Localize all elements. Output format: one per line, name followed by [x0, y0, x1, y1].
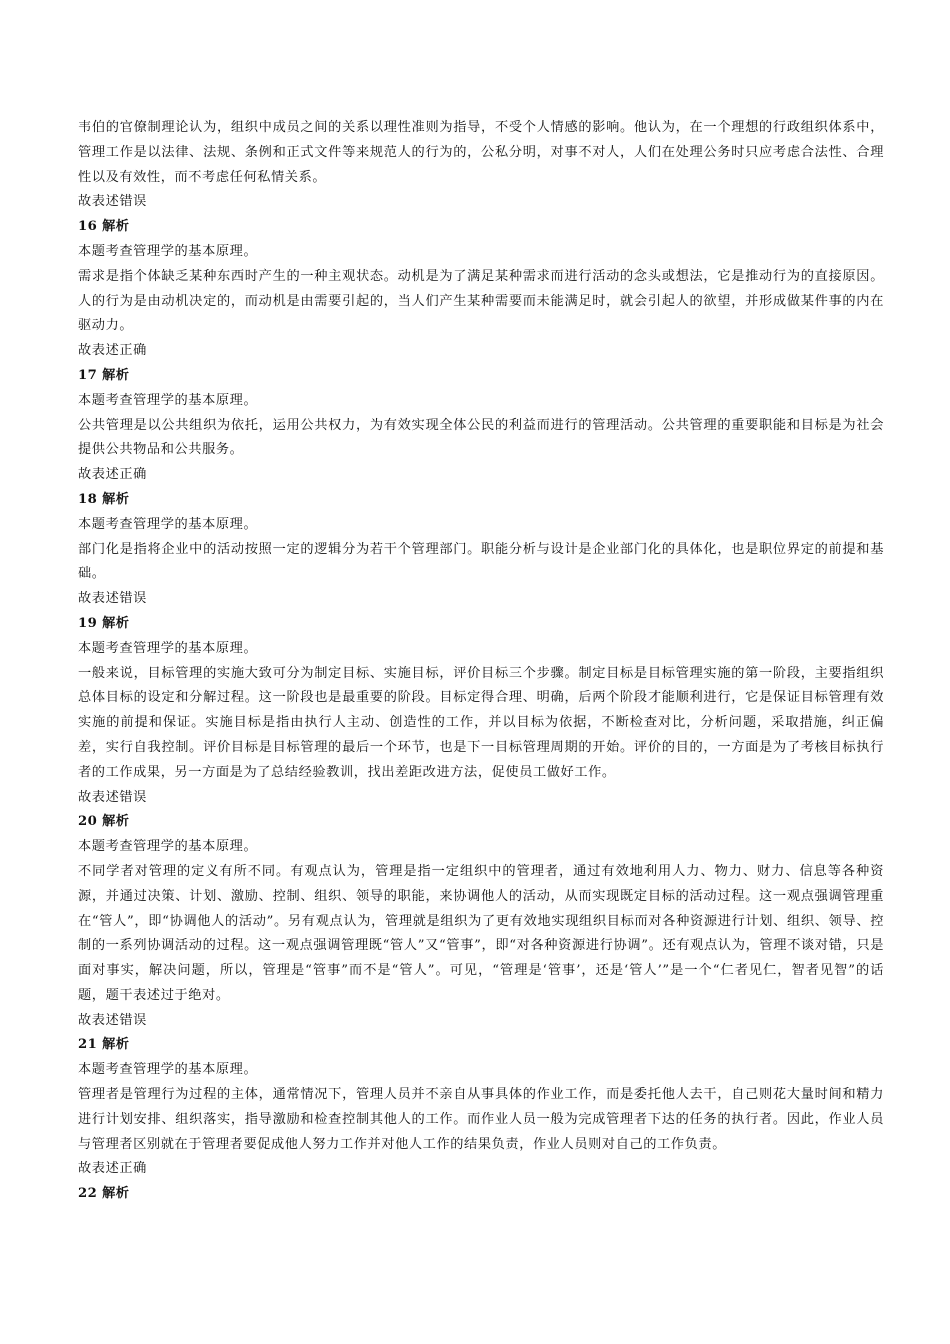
item-heading: 21 解析 [78, 1037, 130, 1053]
item-conclusion: 故表述正确 [78, 343, 147, 359]
item-body: 一般来说，目标管理的实施大致可分为制定目标、实施目标，评价目标三个步骤。制定目标是目标管理实施的第一阶段，主要指组织总体目标的设定和分解过程。这一阶段也是最重要的阶段。目标定得合理、明确，后两个阶段才能顺利进行，它是保证目标管理有效实施的前提和保证。实施目标是指由执行人主动、创造性的工作，并以目标为依据，不断检查对比，分析问题，采取措施，纠正偏差，实行自我控制。评价目标是目标管理的最后一个环节，也是下一目标管理周期的开始。评价的目的，一方面是为了考核目标执行者的工作成果，另一方面是为了总结经验教训，找出差距改进方法，促使员工做好工作。 [78, 665, 884, 780]
item-16 [78, 215, 884, 364]
item-21 [78, 1033, 884, 1182]
item-topic: 本题考查管理学的基本原理。 [78, 640, 258, 656]
item-heading: 20 解析 [78, 814, 130, 830]
item-heading: 16 解析 [78, 219, 130, 235]
item-topic: 本题考查管理学的基本原理。 [78, 516, 258, 532]
item-heading: 22 解析 [78, 1186, 130, 1202]
item-topic: 本题考查管理学的基本原理。 [78, 392, 258, 408]
intro-conclusion: 故表述错误 [78, 194, 147, 210]
item-conclusion: 故表述错误 [78, 789, 147, 805]
item-20 [78, 810, 884, 1033]
item-body: 公共管理是以公共组织为依托，运用公共权力，为有效实现全体公民的利益而进行的管理活动。公共管理的重要职能和目标是为社会提供公共物品和公共服务。 [78, 417, 884, 458]
item-topic: 本题考查管理学的基本原理。 [78, 839, 258, 855]
item-17 [78, 364, 884, 488]
item-conclusion: 故表述错误 [78, 591, 147, 607]
item-topic: 本题考查管理学的基本原理。 [78, 1062, 258, 1078]
item-heading: 19 解析 [78, 615, 130, 631]
item-18 [78, 488, 884, 612]
item-body: 需求是指个体缺乏某种东西时产生的一种主观状态。动机是为了满足某种需求而进行活动的念头或想法，它是推动行为的直接原因。人的行为是由动机决定的，而动机是由需要引起的，当人们产生某种需要而未能满足时，就会引起人的欲望，并形成做某件事的内在驱动力。 [78, 268, 884, 334]
item-heading: 17 解析 [78, 367, 130, 383]
item-body: 管理者是管理行为过程的主体，通常情况下，管理人员并不亲自从事具体的作业工作，而是委托他人去干，自己则花大量时间和精力进行计划安排、组织落实，指导激励和检查控制其他人的工作。而作业人员一般为完成管理者下达的任务的执行者。因此，作业人员与管理者区别就在于管理者要促成他人努力工作并对他人工作的结果负责，作业人员则对自己的工作负责。 [78, 1087, 884, 1152]
item-22 [78, 1182, 884, 1207]
item-heading: 18 解析 [78, 491, 130, 507]
item-body: 部门化是指将企业中的活动按照一定的逻辑分为若干个管理部门。职能分析与设计是企业部门化的具体化，也是职位界定的前提和基础。 [78, 541, 884, 582]
item-conclusion: 故表述正确 [78, 467, 147, 483]
document-body [78, 116, 884, 1207]
intro-paragraph: 韦伯的官僚制理论认为，组织中成员之间的关系以理性准则为指导，不受个人情感的影响。他认为，在一个理想的行政组织体系中，管理工作是以法律、法规、条例和正式文件等来规范人的行为的，公私分明，对事不对人，人们在处理公务时只应考虑合法性、合理性以及有效性，而不考虑任何私情关系。 [78, 120, 884, 185]
intro-block [78, 116, 884, 215]
item-19 [78, 612, 884, 810]
item-topic: 本题考查管理学的基本原理。 [78, 243, 258, 259]
item-conclusion: 故表述正确 [78, 1161, 147, 1177]
item-conclusion: 故表述错误 [78, 1012, 147, 1028]
item-body: 不同学者对管理的定义有所不同。有观点认为，管理是指一定组织中的管理者，通过有效地利用人力、物力、财力、信息等各种资源，并通过决策、计划、激励、控制、组织、领导的职能，来协调他人的活动，从而实现既定目标的活动过程。这一观点强调管理重在“管人”，即“协调他人的活动”。另有观点认为，管理就是组织为了更有效地实现组织目标而对各种资源进行计划、组织、领导、控制的一系列协调活动的过程。这一观点强调管理既“管人”又“管事”，即“对各种资源进行协调”。还有观点认为，管理不谈对错，只是面对事实，解决问题，所以，管理是“管事”而不是“管人”。可见，“管理是‘管事’，还是‘管人’”是一个“仁者见仁，智者见智”的话题，题干表述过于绝对。 [78, 863, 884, 1003]
